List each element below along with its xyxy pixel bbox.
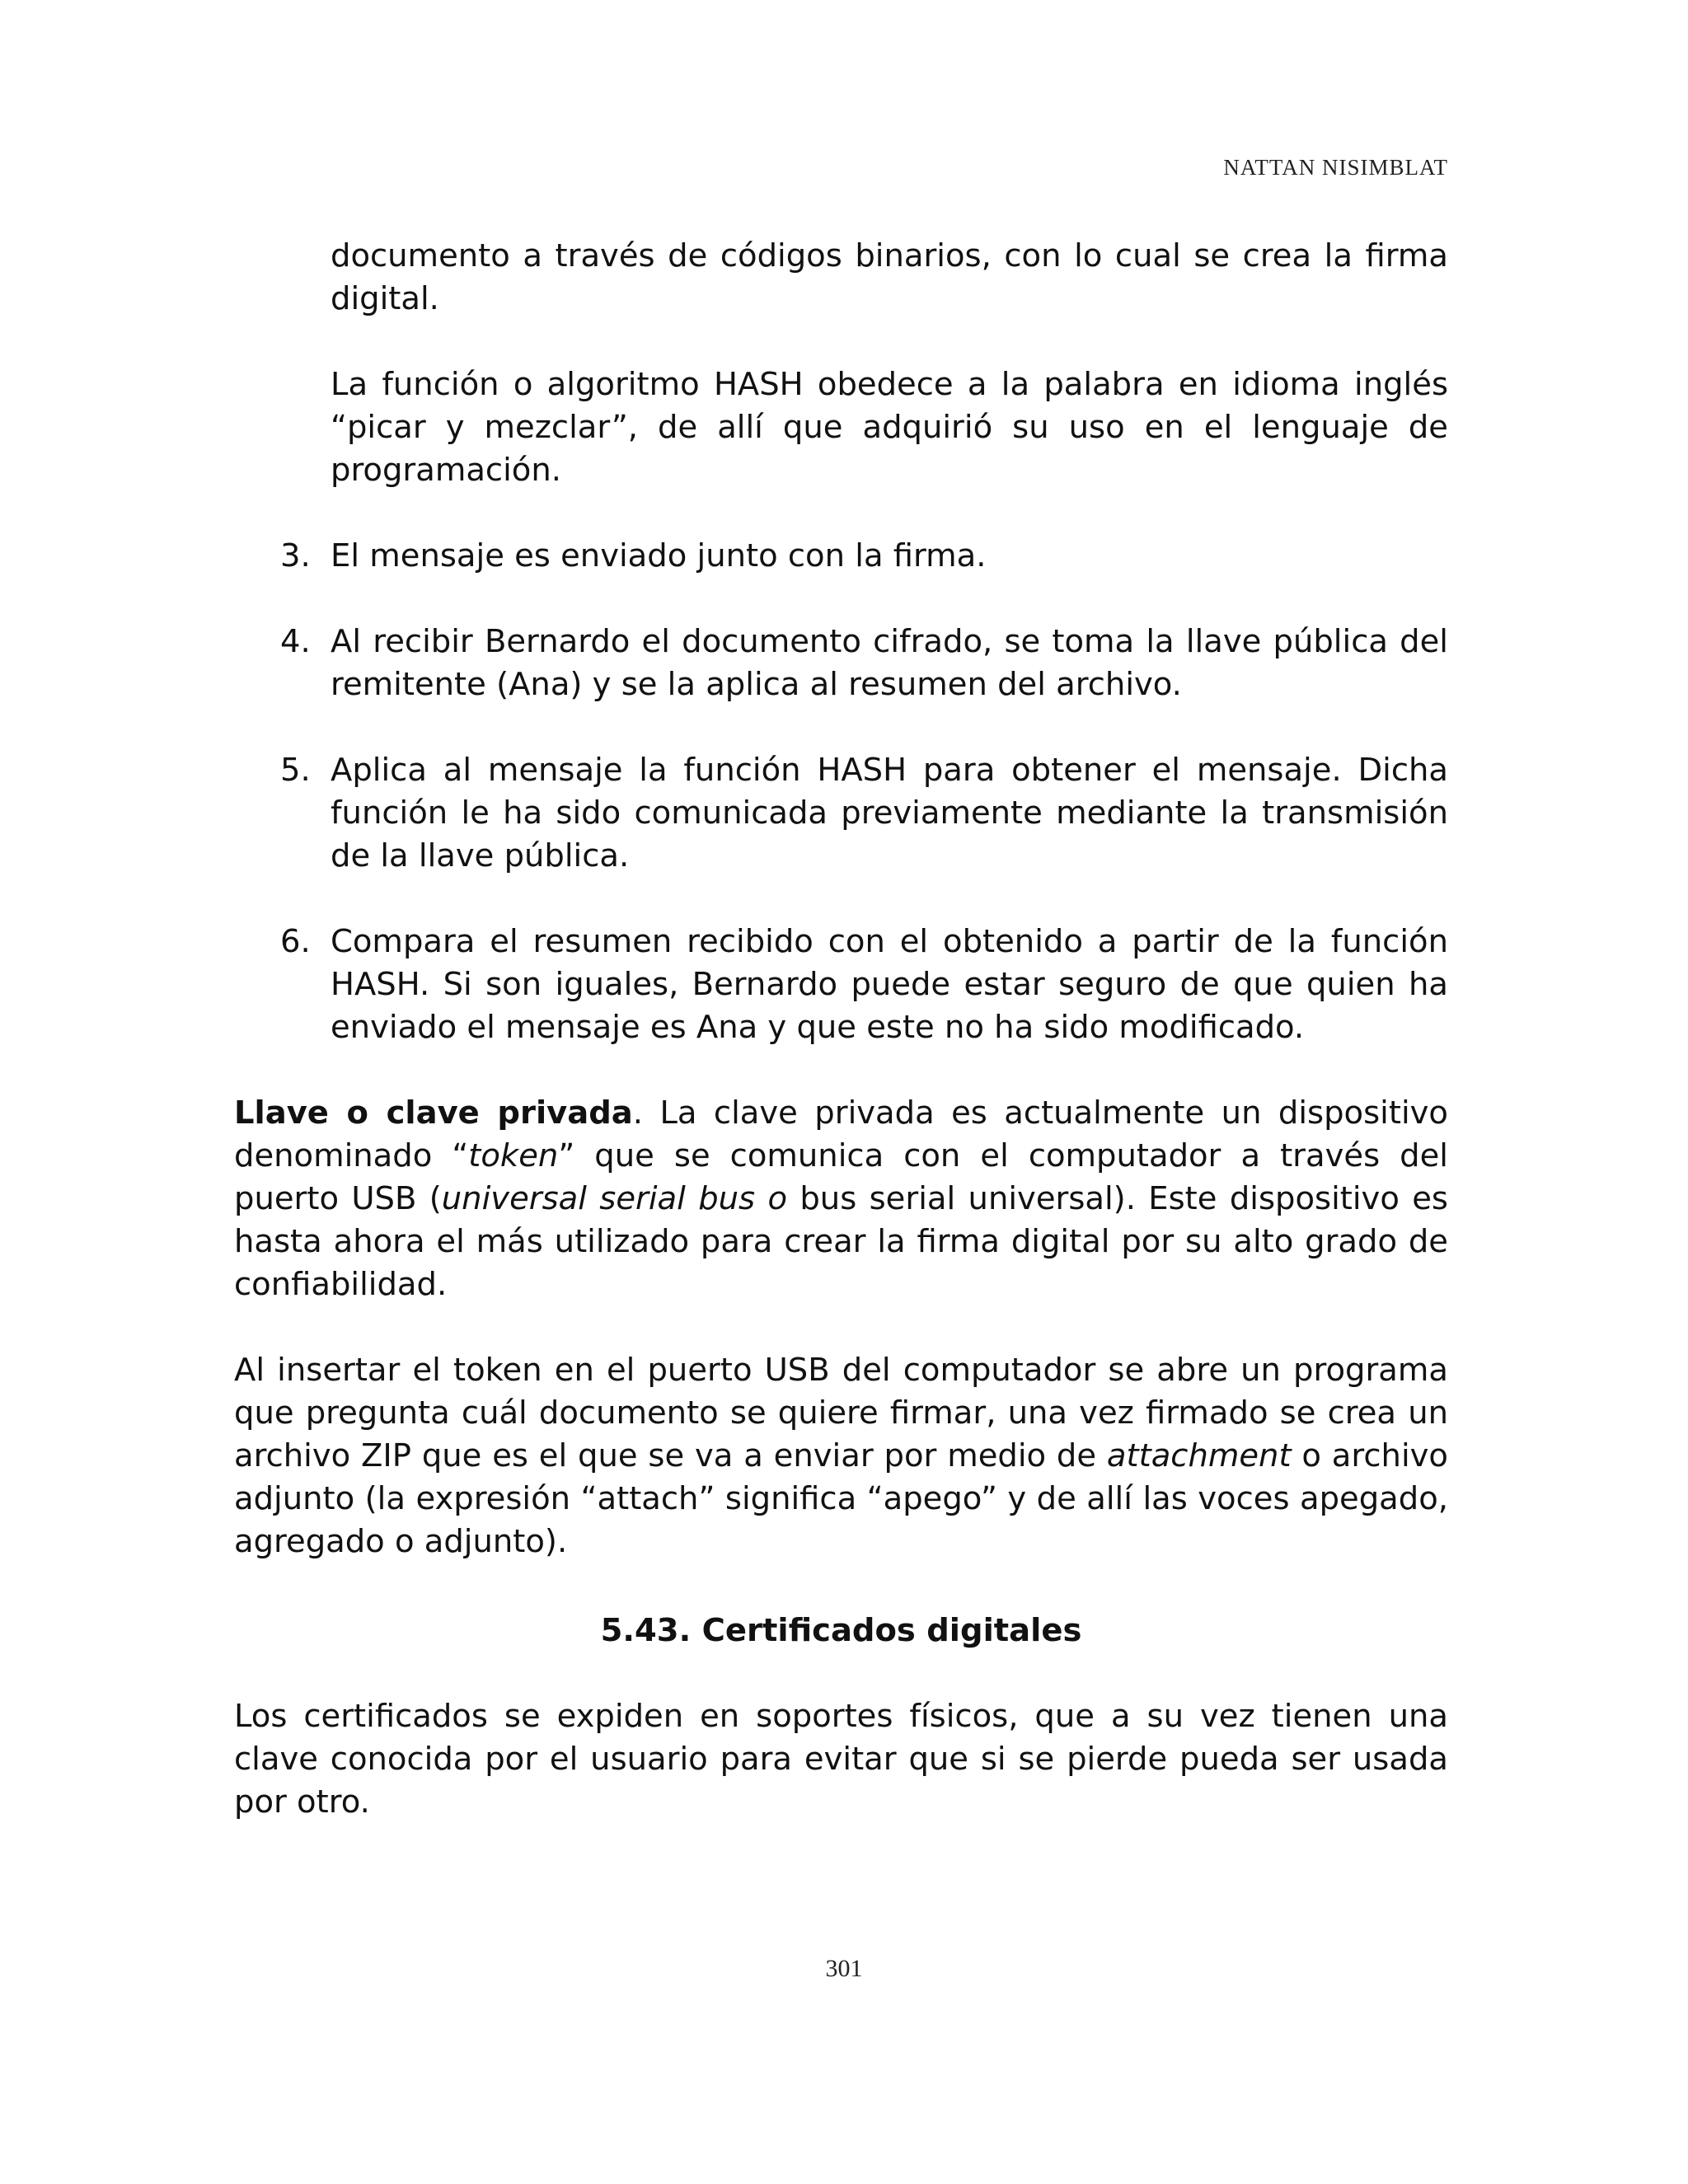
page-number: 301 xyxy=(825,1955,863,1982)
attachment-term: attachment xyxy=(1106,1437,1292,1474)
private-key-text-1: . La clave privada es actualmente un dispositivo denominado “ xyxy=(234,1094,1448,1174)
list-item-number: 4. xyxy=(280,623,311,660)
list-item-text: Aplica al mensaje la función HASH para obtener el mensaje. Dicha función le ha sido comunicada previamente mediante la transmisión de la llave pública. xyxy=(331,752,1448,874)
usb-expansion: universal serial bus o xyxy=(441,1180,788,1217)
certificates-paragraph: Los certificados se expiden en soportes físicos, que a su vez tienen una clave conocida por el usuario para evitar que si se pierde pueda ser usada por otro. xyxy=(234,1698,1448,1821)
private-key-text-2: ” que se comunica con el computador a través del puerto USB ( xyxy=(234,1137,1448,1217)
running-header-author: NATTAN NISIMBLAT xyxy=(1223,155,1448,180)
continuation-paragraph: documento a través de códigos binarios, con lo cual se crea la firma digital. xyxy=(331,237,1448,317)
private-key-paragraph xyxy=(234,1092,1448,1306)
token-usage-paragraph xyxy=(234,1349,1448,1563)
list-item xyxy=(280,921,1448,1049)
hash-note-paragraph: La función o algoritmo HASH obedece a la palabra en idioma inglés “picar y mezclar”, de allí que adquirió su uso en el lenguaje de programación. xyxy=(331,366,1448,489)
private-key-term: Llave o clave privada xyxy=(234,1094,633,1132)
list-item-text: Al recibir Bernardo el documento cifrado, se toma la llave pública del remitente (Ana) y se la aplica al resumen del archivo. xyxy=(331,623,1448,703)
list-item xyxy=(280,749,1448,878)
section-heading: 5.43. Certificados digitales xyxy=(600,1612,1082,1649)
token-usage-text-2: o archivo adjunto (la expresión “attach” significa “apego” y de allí las voces apegado, agregado o adjunto). xyxy=(234,1437,1448,1560)
list-item-number: 5. xyxy=(280,752,311,789)
list-item-text: El mensaje es enviado junto con la firma. xyxy=(331,537,987,574)
private-key-text-3: bus serial universal). Este dispositivo es hasta ahora el más utilizado para crear la firma digital por su alto grado de confiabilidad. xyxy=(234,1180,1448,1303)
list-item xyxy=(280,535,1448,578)
list-item-text: Compara el resumen recibido con el obtenido a partir de la función HASH. Si son iguales, Bernardo puede estar seguro de que quien ha enviado el mensaje es Ana y que este no ha sido modificado. xyxy=(331,923,1448,1046)
list-item-number: 6. xyxy=(280,923,311,960)
token-usage-text-1: Al insertar el token en el puerto USB del computador se abre un programa que pregunta cuál documento se quiere firmar, una vez firmado se crea un archivo ZIP que es el que se va a enviar por medio de xyxy=(234,1352,1448,1474)
token-term: token xyxy=(468,1137,559,1174)
list-item-number: 3. xyxy=(280,537,311,574)
list-item xyxy=(280,621,1448,706)
